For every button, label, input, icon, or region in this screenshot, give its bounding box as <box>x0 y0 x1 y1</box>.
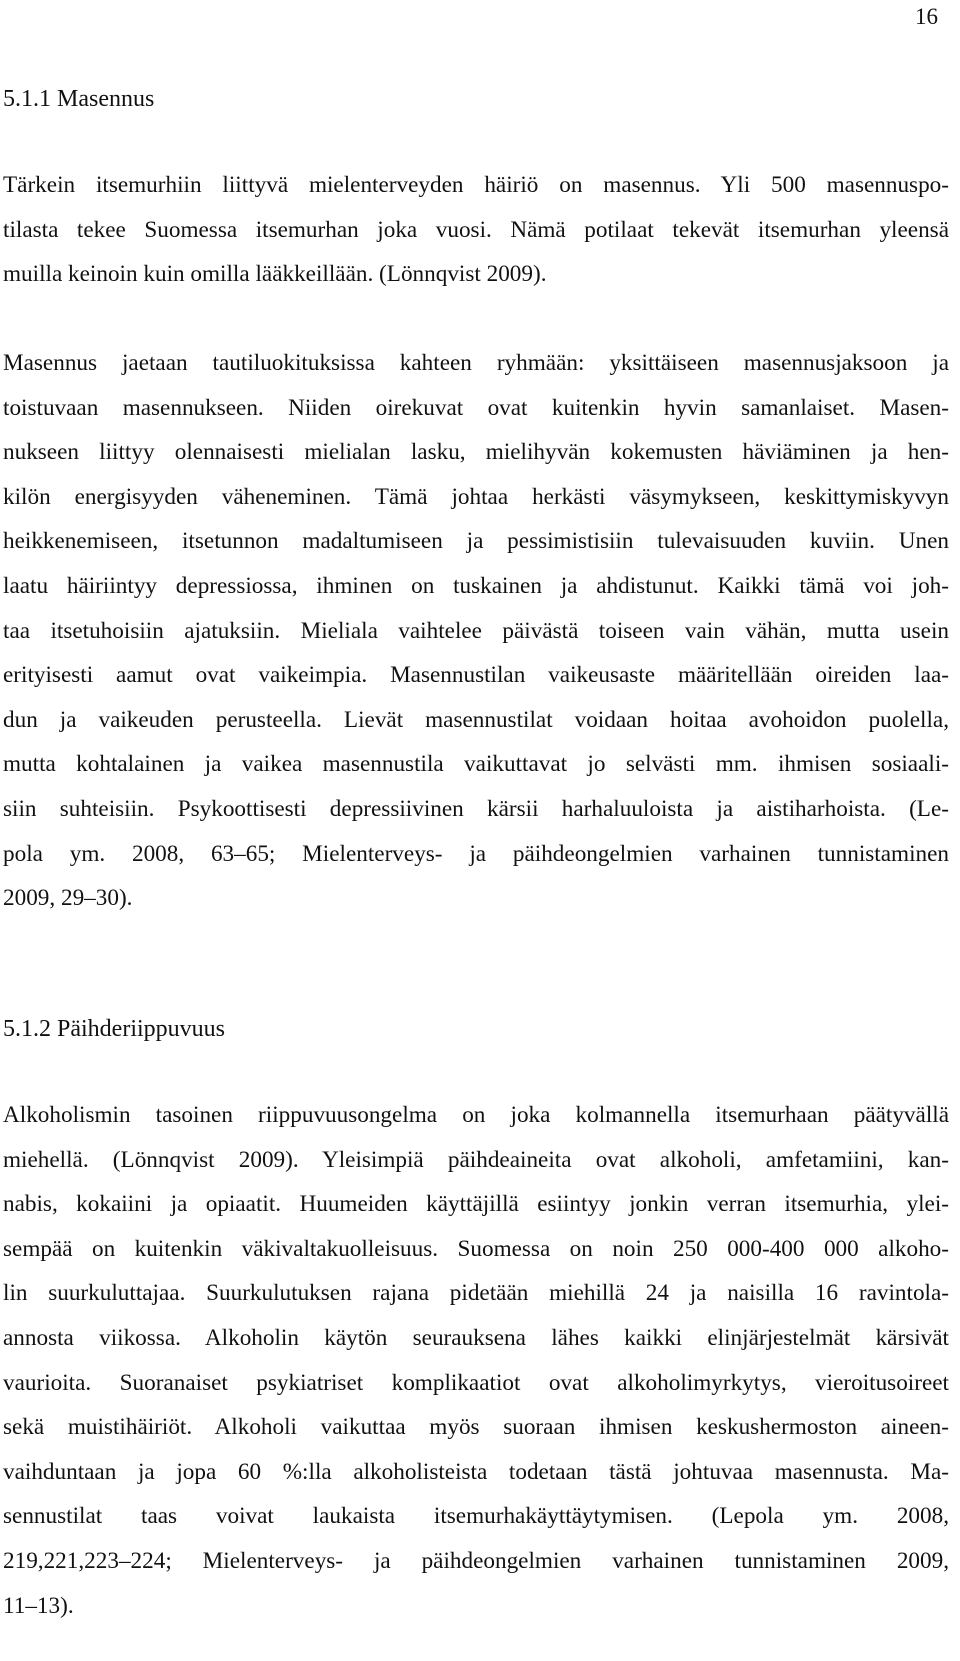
text-line: 11–13). <box>3 1592 74 1619</box>
text-line: Masennus jaetaan tautiluokituksissa kahteen ryhmään: yksittäiseen masennusjaksoon ja <box>3 350 949 376</box>
text-line: sempää on kuitenkin väkivaltakuolleisuus. Suomessa on noin 250 000-400 000 alkoho- <box>3 1235 949 1262</box>
text-line: siin suhteisiin. Psykoottisesti depressiivinen kärsii harhaluuloista ja aistiharhoista. (Le- <box>3 795 949 822</box>
text-line: vaihduntaan ja jopa 60 %:lla alkoholisteista todetaan tästä johtuvaa masennusta. Ma- <box>3 1458 949 1485</box>
text-line: kilön energisyyden väheneminen. Tämä johtaa herkästi väsymykseen, keskittymiskyvyn <box>3 483 949 510</box>
text-line: dun ja vaikeuden perusteella. Lievät masennustilat voidaan hoitaa avohoidon puolella, <box>3 706 949 733</box>
paragraph-masennus-body <box>3 341 949 921</box>
text-line: sennustilat taas voivat laukaista itsemurhakäyttäytymisen. (Lepola ym. 2008, <box>3 1503 949 1530</box>
text-line: annosta viikossa. Alkoholin käytön seurauksena lähes kaikki elinjärjestelmät kärsivät <box>3 1324 949 1351</box>
text-line: Alkoholismin tasoinen riippuvuusongelma on joka kolmannella itsemurhaan päätyvällä <box>3 1102 949 1128</box>
text-line: sekä muistihäiriöt. Alkoholi vaikuttaa myös suoraan ihmisen keskushermoston aineen- <box>3 1414 949 1441</box>
text-line: taa itsetuhoisiin ajatuksiin. Mieliala vaihtelee päivästä toiseen vain vähän, mutta usein <box>3 617 949 644</box>
text-line: 2009, 29–30). <box>3 885 133 912</box>
text-line: toistuvaan masennukseen. Niiden oirekuvat ovat kuitenkin hyvin samanlaiset. Masen- <box>3 394 949 421</box>
text-line: pola ym. 2008, 63–65; Mielenterveys- ja päihdeongelmien varhainen tunnistaminen <box>3 840 949 867</box>
text-line: laatu häiriintyy depressiossa, ihminen on tuskainen ja ahdistunut. Kaikki tämä voi joh- <box>3 572 949 599</box>
section-heading-masennus: 5.1.1 Masennus <box>3 86 155 112</box>
text-line: erityisesti aamut ovat vaikeimpia. Masennustilan vaikeusaste määritellään oireiden laa- <box>3 662 949 689</box>
paragraph-masennus-intro <box>3 163 949 297</box>
text-line: lin suurkuluttajaa. Suurkulutuksen rajana pidetään miehillä 24 ja naisilla 16 ravintola- <box>3 1280 949 1307</box>
text-line: Tärkein itsemurhiin liittyvä mielenterveyden häiriö on masennus. Yli 500 masennuspo- <box>3 172 949 198</box>
text-line: 219,221,223–224; Mielenterveys- ja päihdeongelmien varhainen tunnistaminen 2009, <box>3 1547 949 1574</box>
text-line: vaurioita. Suoranaiset psykiatriset komplikaatiot ovat alkoholimyrkytys, vieroitusoireet <box>3 1369 949 1396</box>
text-line: tilasta tekee Suomessa itsemurhan joka vuosi. Nämä potilaat tekevät itsemurhan yleensä <box>3 216 949 243</box>
text-line: mutta kohtalainen ja vaikea masennustila vaikuttavat jo selvästi mm. ihmisen sosiaali- <box>3 751 949 778</box>
text-line: heikkenemiseen, itsetunnon madaltumiseen ja pessimistisiin tulevaisuuden kuviin. Unen <box>3 528 949 555</box>
text-line: muilla keinoin kuin omilla lääkkeillään. (Lönnqvist 2009). <box>3 261 547 288</box>
paragraph-paihderiippuvuus-body <box>3 1093 949 1628</box>
page-number: 16 <box>915 4 938 29</box>
section-heading-paihderiippuvuus: 5.1.2 Päihderiippuvuus <box>3 1016 225 1042</box>
text-line: nukseen liittyy olennaisesti mielialan lasku, mielihyvän kokemusten häviäminen ja hen- <box>3 439 949 466</box>
text-line: miehellä. (Lönnqvist 2009). Yleisimpiä päihdeaineita ovat alkoholi, amfetamiini, kan- <box>3 1146 949 1173</box>
text-line: nabis, kokaiini ja opiaatit. Huumeiden käyttäjillä esiintyy jonkin verran itsemurhia, ylei- <box>3 1191 949 1218</box>
